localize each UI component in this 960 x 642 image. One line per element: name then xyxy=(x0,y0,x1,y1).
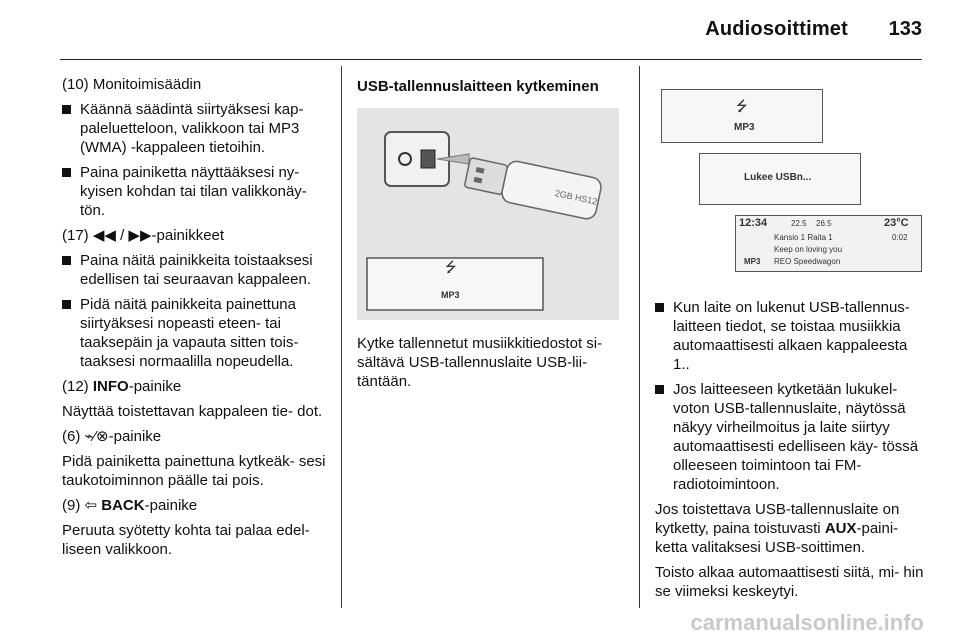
column-1 xyxy=(62,75,330,565)
col3-bullet-1 xyxy=(655,298,925,374)
mute-icon: ⌁⁄⊗ xyxy=(84,428,109,445)
screen-3-elapsed: 0:02 xyxy=(892,233,908,242)
item17-bullet-2-text: Pidä näitä painikkeita painettuna siirtyäksesi nopeasti eteen- tai taaksepäin ja vapauta sitten tois- taaksesi normaalilla nopeudella. xyxy=(80,296,299,370)
item10-bullet-1 xyxy=(62,100,330,157)
bullet-square-icon xyxy=(655,385,664,394)
screen-2-reading xyxy=(699,153,861,205)
bullet-square-icon xyxy=(62,168,71,177)
screen-3-track: Kansio 1 Raita 1 xyxy=(774,233,833,242)
screen-3-playing xyxy=(735,215,922,272)
bullet-square-icon xyxy=(62,300,71,309)
screen-2-label: Lukee USBn... xyxy=(744,172,812,183)
column-divider-2 xyxy=(639,66,640,608)
item9-text: Peruuta syötetty kohta tai palaa edel- liseen valikkoon. xyxy=(62,522,310,558)
screen-3-outside-temp: 23°C xyxy=(884,217,909,229)
item12-text: Näyttää toistettavan kappaleen tie- dot. xyxy=(62,403,323,420)
screen-3-temp-2: 26.5 xyxy=(816,219,832,228)
screen-3-mp3: MP3 xyxy=(744,257,761,266)
item12-prefix: (12) xyxy=(62,378,89,395)
aux-label: AUX xyxy=(824,520,857,537)
usb-stick xyxy=(463,152,603,221)
item17-bullet-1-text: Paina näitä painikkeita toistaaksesi edellisen tai seuraavan kappaleen. xyxy=(80,252,313,288)
usb-connect-paragraph: Kytke tallennetut musiikkitiedostot si- sältävä USB-tallennuslaite USB-lii- täntään. xyxy=(357,335,603,390)
usb-section-heading: USB-tallennuslaitteen kytkeminen xyxy=(357,78,599,95)
footer-watermark: carmanualsonline.info xyxy=(690,610,924,635)
page-number: 133 xyxy=(888,18,922,40)
col3-para1-post: -paini- ketta valitaksesi USB-soittimen. xyxy=(655,520,899,556)
item6-suffix: -painike xyxy=(108,428,162,445)
usb-symbol-icon: ⭍ xyxy=(445,260,457,276)
col3-paragraph-2: Toisto alkaa automaattisesti siitä, mi- hin se viimeksi keskeytyi. xyxy=(655,564,924,600)
screen-1-label: MP3 xyxy=(734,122,755,133)
column-divider-1 xyxy=(341,66,342,608)
bullet-square-icon xyxy=(655,303,664,312)
item6-heading xyxy=(62,427,330,446)
screen-3-temp-1: 22.5 xyxy=(791,219,807,228)
display-sequence-illustration xyxy=(657,85,922,280)
item9-suffix: -painike xyxy=(144,497,198,514)
usb-symbol-icon: ⭍ xyxy=(736,98,748,114)
col3-paragraph-1 xyxy=(655,500,925,557)
usb-illustration-svg xyxy=(357,108,619,320)
item10-bullet-2-text: Paina painiketta näyttääksesi ny- kyisen kohdan tai tilan valikkonäy- tön. xyxy=(80,164,307,219)
screen-3-song: Keep on loving you xyxy=(774,245,843,254)
item17-heading xyxy=(62,226,330,245)
column-3 xyxy=(655,298,925,607)
usb-stick-label: 2GB HS12 xyxy=(553,187,599,207)
item17-prefix: (17) xyxy=(62,227,89,244)
screen-1-usb-mp3 xyxy=(661,89,823,143)
item6-prefix: (6) xyxy=(62,428,81,445)
column-2 xyxy=(357,77,627,397)
item17-bullet-2 xyxy=(62,295,330,371)
item9-heading xyxy=(62,496,330,515)
item12-suffix: -painike xyxy=(128,378,182,395)
col3-bullet-2 xyxy=(655,380,925,494)
header-rule xyxy=(60,59,922,60)
item17-suffix: -painikkeet xyxy=(151,227,225,244)
bullet-square-icon xyxy=(62,105,71,114)
item17-bullet-1 xyxy=(62,251,330,289)
item12-name: INFO xyxy=(92,378,129,395)
item10-bullet-1-text: Käännä säädintä siirtyäksesi kap- paleluetteloon, valikkoon tai MP3 (WMA) -kappaleen tietoihin. xyxy=(80,101,304,156)
screen-3-artist: REO Speedwagon xyxy=(774,257,841,266)
item12-heading xyxy=(62,377,330,396)
col3-para1-pre: Jos toistettava USB-tallennuslaite on kytketty, paina toistuvasti xyxy=(655,501,900,537)
item9-name: BACK xyxy=(101,497,145,514)
item10-heading: (10) Monitoimisäädin xyxy=(62,76,202,93)
seek-icons: ◀◀ / ▶▶ xyxy=(92,227,152,244)
screen-mp3-label: MP3 xyxy=(441,290,460,300)
bullet-square-icon xyxy=(62,256,71,265)
item6-text: Pidä painiketta painettuna kytkeäk- sesi taukotoiminnon päälle tai pois. xyxy=(62,453,326,489)
item9-prefix: (9) xyxy=(62,497,81,514)
usb-port-icon xyxy=(421,150,435,168)
item10-bullet-2 xyxy=(62,163,330,220)
col3-bullet-1-text: Kun laite on lukenut USB-tallennus- laitteen tiedot, se toistaa musiikkia automaattisesti alkaen kappaleesta 1.. xyxy=(673,299,910,373)
usb-connection-illustration xyxy=(357,108,619,320)
col3-bullet-2-text: Jos laitteeseen kytketään lukukel- voton USB-tallennuslaite, näytössä näkyy virheilmoitus ja laite siirtyy automaattisesti edelliseen käy- tössä olleeseen toimintoon tai FM- radiotoimintoon. xyxy=(673,381,919,493)
back-arrow-icon: ⇦ xyxy=(84,497,98,514)
page-header-title: Audiosoittimet xyxy=(705,18,848,40)
screen-3-time: 12:34 xyxy=(739,217,768,229)
